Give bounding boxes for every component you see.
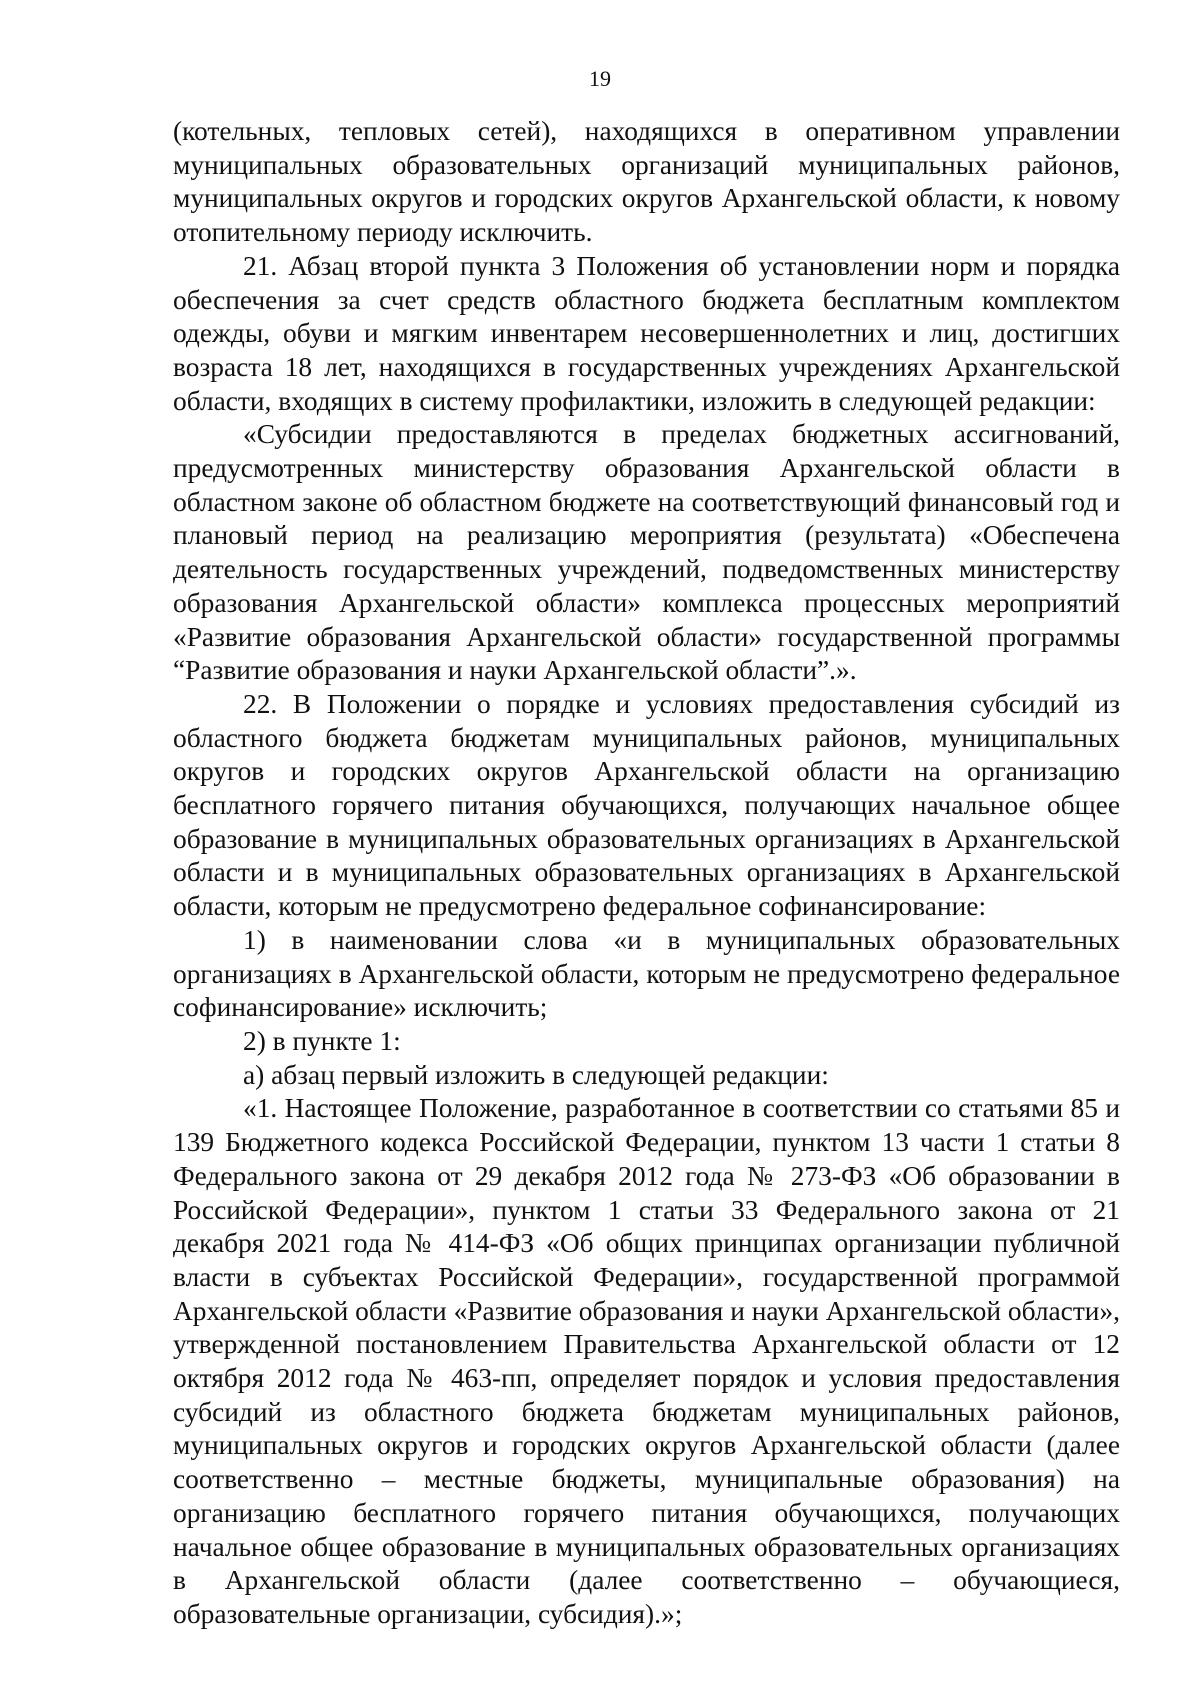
paragraph-item-22: 22. В Положении о порядке и условиях предоставления субсидий из областного бюджета бюджетам муниципальных районов, муниципальных округов и городских округов Архангельской области на организацию бесплатного горячего питания обучающихся, получающих начальное общее образование в муниципальных образовательных организациях в Архангельской области и в муниципальных образовательных организациях в Архангельской области, которым не предусмотрено федеральное софинансирование:: [173, 688, 1120, 922]
page-number: 19: [589, 66, 611, 91]
paragraph-quoted-subsidies: «Субсидии предоставляются в пределах бюджетных ассигнований, предусмотренных министерству образования Архангельской области в областном законе об областном бюджете на соответствующий финансовый год и плановый период на реализацию мероприятия (результата) «Обеспечена деятельность государственных учреждений, подведомственных министерству образования Архангельской области» комплекса процессных мероприятий «Развитие образования Архангельской области» государственной программы “Развитие образования и науки Архангельской области”.».: [173, 419, 1120, 686]
paragraph-continuation: (котельных, тепловых сетей), находящихся в оперативном управлении муниципальных образовательных организаций муниципальных районов, муниципальных округов и городских округов Архангельской области, к новому отопительному периоду исключить.: [173, 116, 1120, 248]
paragraph-item-21: 21. Абзац второй пункта 3 Положения об установлении норм и порядка обеспечения за счет средств областного бюджета бесплатным комплектом одежды, обуви и мягким инвентарем несовершеннолетних и лиц, достигших возраста 18 лет, находящихся в государственных учреждениях Архангельской области, входящих в систему профилактики, изложить в следующей редакции:: [173, 250, 1120, 416]
paragraph-subitem-1: 1) в наименовании слова «и в муниципальных образовательных организациях в Архангельской области, которым не предусмотрено федеральное софинансирование» исключить;: [173, 924, 1120, 1023]
paragraph-quoted-regulation: «1. Настоящее Положение, разработанное в соответствии со статьями 85 и 139 Бюджетного кодекса Российской Федерации, пунктом 13 части 1 статьи 8 Федерального закона от 29 декабря 2012 года № 273-ФЗ «Об образовании в Российской Федерации», пунктом 1 статьи 33 Федерального закона от 21 декабря 2021 года № 414-ФЗ «Об общих принципах организации публичной власти в субъектах Российской Федерации», государственной программой Архангельской области «Развитие образования и науки Архангельской области», утвержденной постановлением Правительства Архангельской области от 12 октября 2012 года № 463-пп, определяет порядок и условия предоставления субсидий из областного бюджета бюджетам муниципальных районов, муниципальных округов и городских округов Архангельской области (далее соответственно – местные бюджеты, муниципальные образования) на организацию бесплатного горячего питания обучающихся, получающих начальное общее образование в муниципальных образовательных организациях в Архангельской области (далее соответственно – обучающиеся, образовательные организации, субсидия).»;: [173, 1093, 1120, 1629]
paragraph-subitem-a: а) абзац первый изложить в следующей редакции:: [243, 1059, 829, 1090]
document-body: [173, 115, 1120, 1632]
paragraph-subitem-2: 2) в пункте 1:: [243, 1025, 401, 1056]
